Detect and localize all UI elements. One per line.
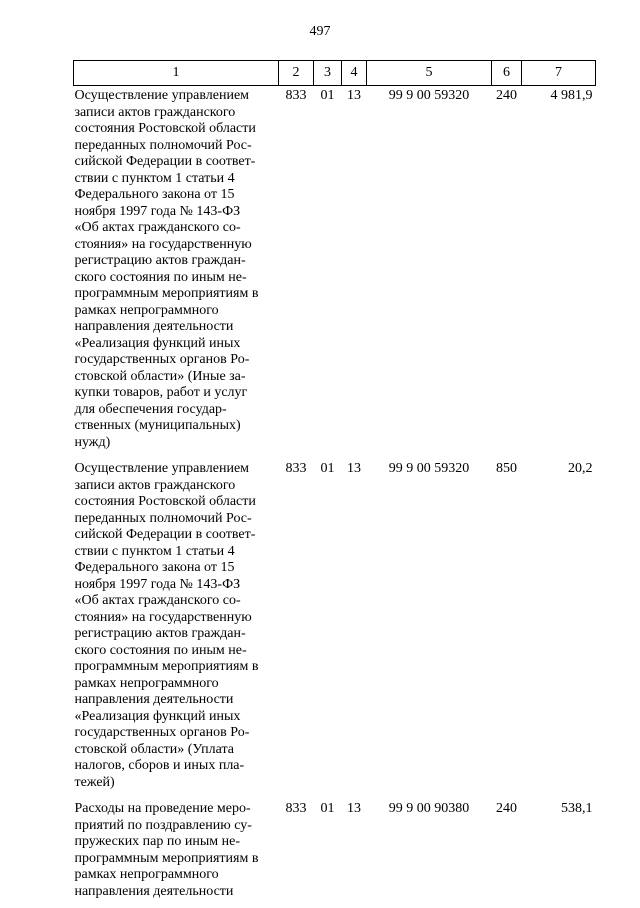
description-line: «Об актах гражданского со- bbox=[74, 593, 241, 608]
ministry-code: 833 bbox=[285, 801, 307, 816]
description-line: регистрацию актов граждан- bbox=[74, 253, 246, 268]
description-line: ствии с пунктом 1 статьи 4 bbox=[74, 170, 235, 186]
section-code: 01 bbox=[320, 801, 335, 816]
row-description bbox=[74, 799, 279, 908]
budget-table bbox=[73, 60, 596, 908]
description-line: направления деятельности bbox=[74, 883, 234, 899]
subsection-code: 13 bbox=[347, 88, 361, 103]
ministry-code: 833 bbox=[285, 88, 307, 103]
description-line: Осуществление управлением bbox=[74, 88, 250, 103]
target-article-code: 99 9 00 59320 bbox=[388, 88, 470, 103]
description-line: стояния» на государственную bbox=[74, 609, 252, 625]
target-article-code: 99 9 00 59320 bbox=[388, 461, 470, 476]
description-line: стовской области» (Иные за- bbox=[74, 368, 246, 384]
description-line: рамках непрограммного bbox=[74, 867, 219, 882]
description-line: направления деятельности bbox=[74, 319, 234, 334]
description-line: Осуществление управлением bbox=[74, 461, 250, 476]
page-number: 497 bbox=[309, 24, 331, 39]
description-line: направления деятельности bbox=[74, 692, 234, 707]
expense-type-code: 850 bbox=[496, 461, 517, 476]
subsection-code: 13 bbox=[347, 801, 361, 816]
description-line: состояния Ростовской области bbox=[74, 494, 256, 509]
description-line: стовской области» (Уплата bbox=[74, 741, 234, 757]
description-line: переданных полномочий Рос- bbox=[74, 137, 252, 153]
description-line: для обеспечения государ- bbox=[74, 401, 227, 417]
description-line: Расходы на проведение меро- bbox=[74, 801, 251, 816]
column-header-7: 7 bbox=[522, 61, 596, 86]
description-line: состояния Ростовской области bbox=[74, 121, 256, 136]
amount-value: 4 981,9 bbox=[550, 88, 593, 103]
description-line: государственных органов Ро- bbox=[74, 352, 250, 367]
description-line: ноября 1997 года № 143-ФЗ bbox=[74, 203, 241, 219]
description-line: ского состояния по иным не- bbox=[74, 269, 247, 285]
expense-type-code: 240 bbox=[496, 801, 517, 816]
column-header-3: 3 bbox=[314, 61, 342, 86]
description-line: рамках непрограммного bbox=[74, 675, 219, 691]
description-line: сийской Федерации в соответ- bbox=[74, 154, 256, 169]
description-line: переданных полномочий Рос- bbox=[74, 510, 252, 526]
table-row bbox=[74, 459, 596, 799]
subsection-code: 13 bbox=[347, 461, 361, 476]
description-line: записи актов гражданского bbox=[74, 477, 236, 493]
description-line: ствии с пунктом 1 статьи 4 bbox=[74, 543, 235, 559]
column-header-5: 5 bbox=[367, 61, 492, 86]
description-line: нужд) bbox=[74, 434, 111, 450]
description-line: приятий по поздравлению су- bbox=[74, 817, 252, 833]
description-line: стояния» на государственную bbox=[74, 236, 252, 252]
description-line: программным мероприятиям в bbox=[74, 286, 259, 301]
description-line: ского состояния по иным не- bbox=[74, 642, 247, 658]
ministry-code: 833 bbox=[285, 461, 307, 476]
expense-type-code: 240 bbox=[496, 88, 517, 103]
description-line: Федерального закона от 15 bbox=[74, 560, 235, 575]
column-header-1: 1 bbox=[74, 61, 279, 86]
description-line: Федерального закона от 15 bbox=[74, 187, 235, 202]
description-line: купки товаров, работ и услуг bbox=[74, 385, 248, 400]
description-line: тежей) bbox=[74, 774, 115, 790]
description-line: ственных (муниципальных) bbox=[74, 418, 241, 433]
description-line: сийской Федерации в соответ- bbox=[74, 527, 256, 542]
description-line: рамках непрограммного bbox=[74, 302, 219, 318]
row-description bbox=[74, 86, 279, 460]
section-code: 01 bbox=[320, 461, 335, 476]
description-line: «Реализация функций иных bbox=[74, 708, 241, 724]
description-line: программным мероприятиям в bbox=[74, 850, 259, 866]
description-line: программным мероприятиям в bbox=[74, 659, 259, 674]
description-line: «Реализация функций иных bbox=[74, 335, 241, 351]
column-header-2: 2 bbox=[279, 61, 314, 86]
description-line: регистрацию актов граждан- bbox=[74, 626, 246, 641]
description-line: пружеских пар по иным не- bbox=[74, 834, 240, 849]
description-line: государственных органов Ро- bbox=[74, 725, 250, 740]
description-line: налогов, сборов и иных пла- bbox=[74, 758, 245, 773]
description-line: «Об актах гражданского со- bbox=[74, 220, 241, 235]
column-header-4: 4 bbox=[342, 61, 367, 86]
section-code: 01 bbox=[320, 88, 335, 103]
table-row bbox=[74, 799, 596, 908]
description-line: записи актов гражданского bbox=[74, 104, 236, 120]
description-line: ноября 1997 года № 143-ФЗ bbox=[74, 576, 241, 592]
table-header-row bbox=[74, 61, 596, 86]
target-article-code: 99 9 00 90380 bbox=[388, 801, 470, 816]
amount-value: 538,1 bbox=[561, 801, 593, 816]
amount-value: 20,2 bbox=[568, 461, 593, 476]
row-description bbox=[74, 459, 279, 799]
table-row bbox=[74, 86, 596, 460]
column-header-6: 6 bbox=[492, 61, 522, 86]
